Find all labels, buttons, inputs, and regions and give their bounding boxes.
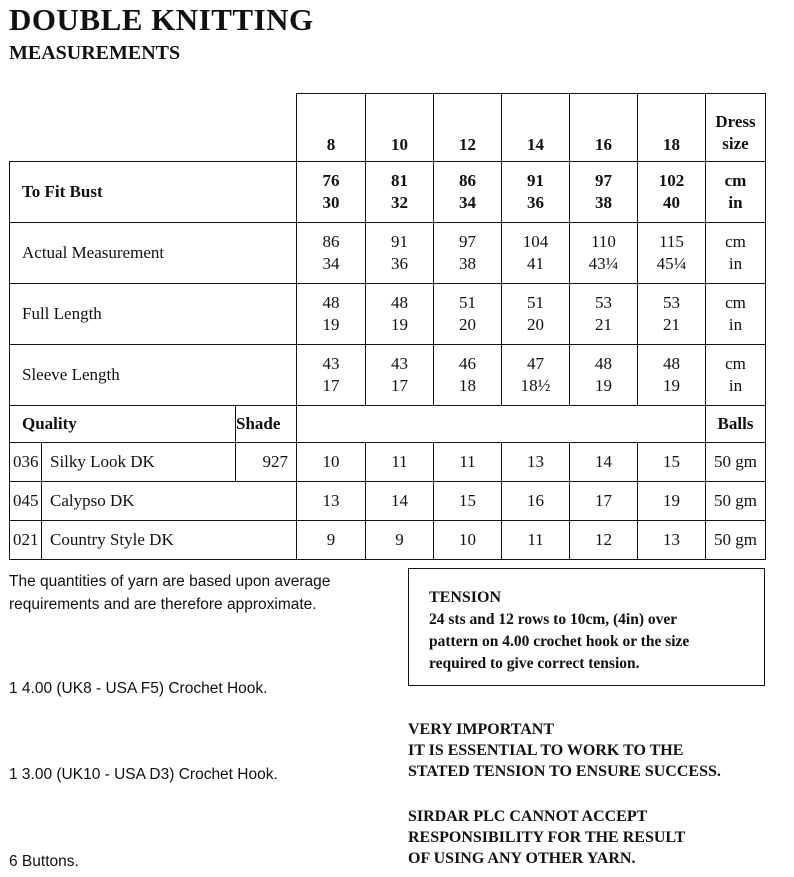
yarn-name: Calypso DK (50, 491, 135, 510)
value-cm: 53 (663, 293, 680, 312)
yarn-shade (236, 521, 297, 560)
value-cm: 86 (459, 171, 476, 190)
value-cm: 97 (459, 232, 476, 251)
value-in: 41 (527, 254, 544, 273)
balls-value: 13 (638, 521, 706, 560)
value-cm: 48 (322, 293, 340, 312)
value-cm: 48 (391, 293, 408, 312)
measurement-value (502, 284, 570, 345)
value-in: 40 (663, 193, 680, 212)
size-header: 12 (434, 94, 502, 162)
size-header-row (10, 94, 766, 162)
value-in: 20 (459, 315, 476, 334)
value-in: 17 (322, 376, 340, 395)
balls-value: 15 (434, 482, 502, 521)
yarn-shade (236, 482, 297, 521)
size-header: 8 (297, 94, 366, 162)
measurement-value (570, 345, 638, 406)
disclaimer-line: RESPONSIBILITY FOR THE RESULT (408, 829, 686, 846)
value-in: 21 (595, 315, 612, 334)
value-in: 21 (663, 315, 680, 334)
value-in: 19 (391, 315, 408, 334)
important-line: STATED TENSION TO ENSURE SUCCESS. (408, 763, 721, 780)
important-line: VERY IMPORTANT (408, 721, 554, 738)
balls-value: 17 (570, 482, 638, 521)
measurement-value (502, 223, 570, 284)
measurement-value (366, 162, 434, 223)
disclaimer-line: SIRDAR PLC CANNOT ACCEPT (408, 808, 648, 825)
quantities-note (9, 570, 330, 616)
measurement-value (366, 223, 434, 284)
value-cm: 104 (522, 232, 549, 251)
value-cm: 43 (391, 354, 408, 373)
value-cm: 97 (595, 171, 612, 190)
unit-cell (706, 162, 766, 223)
tension-heading: TENSION (429, 589, 502, 606)
yarn-code: 045 (10, 482, 42, 520)
tension-line: 24 sts and 12 rows to 10cm, (4in) over (429, 611, 678, 628)
value-in: 38 (595, 193, 612, 212)
yarn-name: Country Style DK (50, 530, 174, 549)
balls-value: 12 (570, 521, 638, 560)
measurement-value (297, 162, 366, 223)
value-in: 43¼ (588, 254, 619, 273)
value-in: 34 (459, 193, 476, 212)
measurement-row (10, 223, 766, 284)
value-cm: 51 (459, 293, 476, 312)
measurement-row (10, 345, 766, 406)
value-cm: 47 (527, 354, 544, 373)
unit-cm: cm (725, 354, 746, 373)
yarn-unit: 50 gm (706, 521, 766, 560)
measurement-value (297, 345, 366, 406)
dress-size-label: size (722, 134, 749, 153)
value-cm: 53 (595, 293, 612, 312)
measurement-value (638, 284, 706, 345)
balls-value: 13 (297, 482, 366, 521)
yarn-quality-cell (10, 443, 236, 482)
value-cm: 43 (322, 354, 340, 373)
unit-cm: cm (725, 232, 746, 251)
measurement-label: Full Length (10, 284, 297, 345)
yarn-quality-cell (10, 482, 236, 521)
sirdar-disclaimer (408, 806, 685, 869)
yarn-code: 036 (10, 443, 42, 481)
value-in: 19 (595, 376, 612, 395)
note-line: The quantities of yarn are based upon average (9, 573, 331, 590)
measurement-value (502, 162, 570, 223)
note-line: requirements and are therefore approximate. (9, 596, 317, 613)
value-in: 36 (527, 193, 544, 212)
value-cm: 51 (527, 293, 544, 312)
measurement-value (297, 284, 366, 345)
size-header: 14 (502, 94, 570, 162)
balls-value: 14 (570, 443, 638, 482)
measurement-label: To Fit Bust (10, 162, 297, 223)
measurement-value (297, 223, 366, 284)
value-in: 19 (663, 376, 680, 395)
balls-value: 11 (502, 521, 570, 560)
measurement-value (638, 223, 706, 284)
measurement-value (366, 284, 434, 345)
balls-value: 19 (638, 482, 706, 521)
hook-3mm: 1 3.00 (UK10 - USA D3) Crochet Hook. (9, 766, 278, 783)
value-in: 19 (322, 315, 340, 334)
very-important-note (408, 719, 721, 782)
disclaimer-line: OF USING ANY OTHER YARN. (408, 850, 636, 867)
yarn-row (10, 521, 766, 560)
value-in: 20 (527, 315, 544, 334)
important-line: IT IS ESSENTIAL TO WORK TO THE (408, 742, 684, 759)
measurement-row (10, 284, 766, 345)
buttons-note: 6 Buttons. (9, 853, 79, 870)
balls-value: 10 (434, 521, 502, 560)
unit-in: in (728, 193, 743, 212)
value-in: 36 (391, 254, 408, 273)
measurement-value (434, 162, 502, 223)
size-header: 10 (366, 94, 434, 162)
measurement-label: Actual Measurement (10, 223, 297, 284)
balls-label: Balls (706, 406, 766, 443)
unit-in: in (728, 315, 743, 334)
balls-value: 11 (366, 443, 434, 482)
measurement-value (434, 223, 502, 284)
yarn-row (10, 443, 766, 482)
balls-value: 9 (297, 521, 366, 560)
value-cm: 110 (591, 232, 616, 251)
quality-header-row (10, 406, 766, 443)
yarn-code: 021 (10, 521, 42, 559)
measurement-value (502, 345, 570, 406)
size-header: 18 (638, 94, 706, 162)
unit-cell (706, 284, 766, 345)
value-in: 17 (391, 376, 408, 395)
unit-in: in (728, 254, 743, 273)
quality-label: Quality (10, 406, 236, 443)
yarn-row (10, 482, 766, 521)
measurement-value (638, 162, 706, 223)
shade-label: Shade (236, 406, 297, 443)
quality-header-blank (297, 406, 706, 443)
measurement-value (434, 284, 502, 345)
tension-line: required to give correct tension. (429, 655, 640, 672)
measurement-row (10, 162, 766, 223)
balls-value: 13 (502, 443, 570, 482)
unit-cell (706, 223, 766, 284)
hook-4mm: 1 4.00 (UK8 - USA F5) Crochet Hook. (9, 680, 268, 697)
page-title: DOUBLE KNITTING (9, 2, 314, 37)
value-cm: 102 (658, 171, 685, 190)
balls-value: 14 (366, 482, 434, 521)
dress-size-label: Dress (715, 112, 756, 131)
unit-in: in (728, 376, 743, 395)
balls-value: 15 (638, 443, 706, 482)
unit-cell (706, 345, 766, 406)
value-in: 45¼ (656, 254, 687, 273)
measurement-value (570, 284, 638, 345)
value-in: 18 (459, 376, 476, 395)
header-blank (10, 94, 297, 162)
measurements-table (9, 93, 766, 560)
value-in: 38 (459, 254, 476, 273)
value-cm: 115 (659, 232, 684, 251)
measurement-value (570, 162, 638, 223)
unit-cm: cm (724, 171, 747, 190)
balls-value: 11 (434, 443, 502, 482)
page-subtitle: MEASUREMENTS (9, 42, 181, 64)
value-cm: 91 (391, 232, 408, 251)
value-cm: 76 (322, 171, 340, 190)
yarn-quality-cell (10, 521, 236, 560)
tension-line: pattern on 4.00 crochet hook or the size (429, 633, 690, 650)
measurement-value (366, 345, 434, 406)
yarn-unit: 50 gm (706, 482, 766, 521)
value-cm: 81 (391, 171, 408, 190)
value-cm: 46 (459, 354, 476, 373)
value-cm: 86 (322, 232, 340, 251)
value-cm: 48 (663, 354, 680, 373)
balls-value: 10 (297, 443, 366, 482)
value-cm: 91 (527, 171, 544, 190)
yarn-name: Silky Look DK (50, 452, 155, 471)
unit-cm: cm (725, 293, 746, 312)
yarn-shade: 927 (236, 443, 297, 482)
size-header: 16 (570, 94, 638, 162)
value-cm: 48 (595, 354, 612, 373)
value-in: 32 (391, 193, 408, 212)
measurement-value (434, 345, 502, 406)
value-in: 30 (322, 193, 340, 212)
measurement-value (570, 223, 638, 284)
balls-value: 9 (366, 521, 434, 560)
dress-size-header (706, 94, 766, 162)
yarn-unit: 50 gm (706, 443, 766, 482)
value-in: 18½ (520, 376, 551, 395)
value-in: 34 (322, 254, 340, 273)
balls-value: 16 (502, 482, 570, 521)
measurement-value (638, 345, 706, 406)
tension-box (408, 568, 765, 686)
measurement-label: Sleeve Length (10, 345, 297, 406)
